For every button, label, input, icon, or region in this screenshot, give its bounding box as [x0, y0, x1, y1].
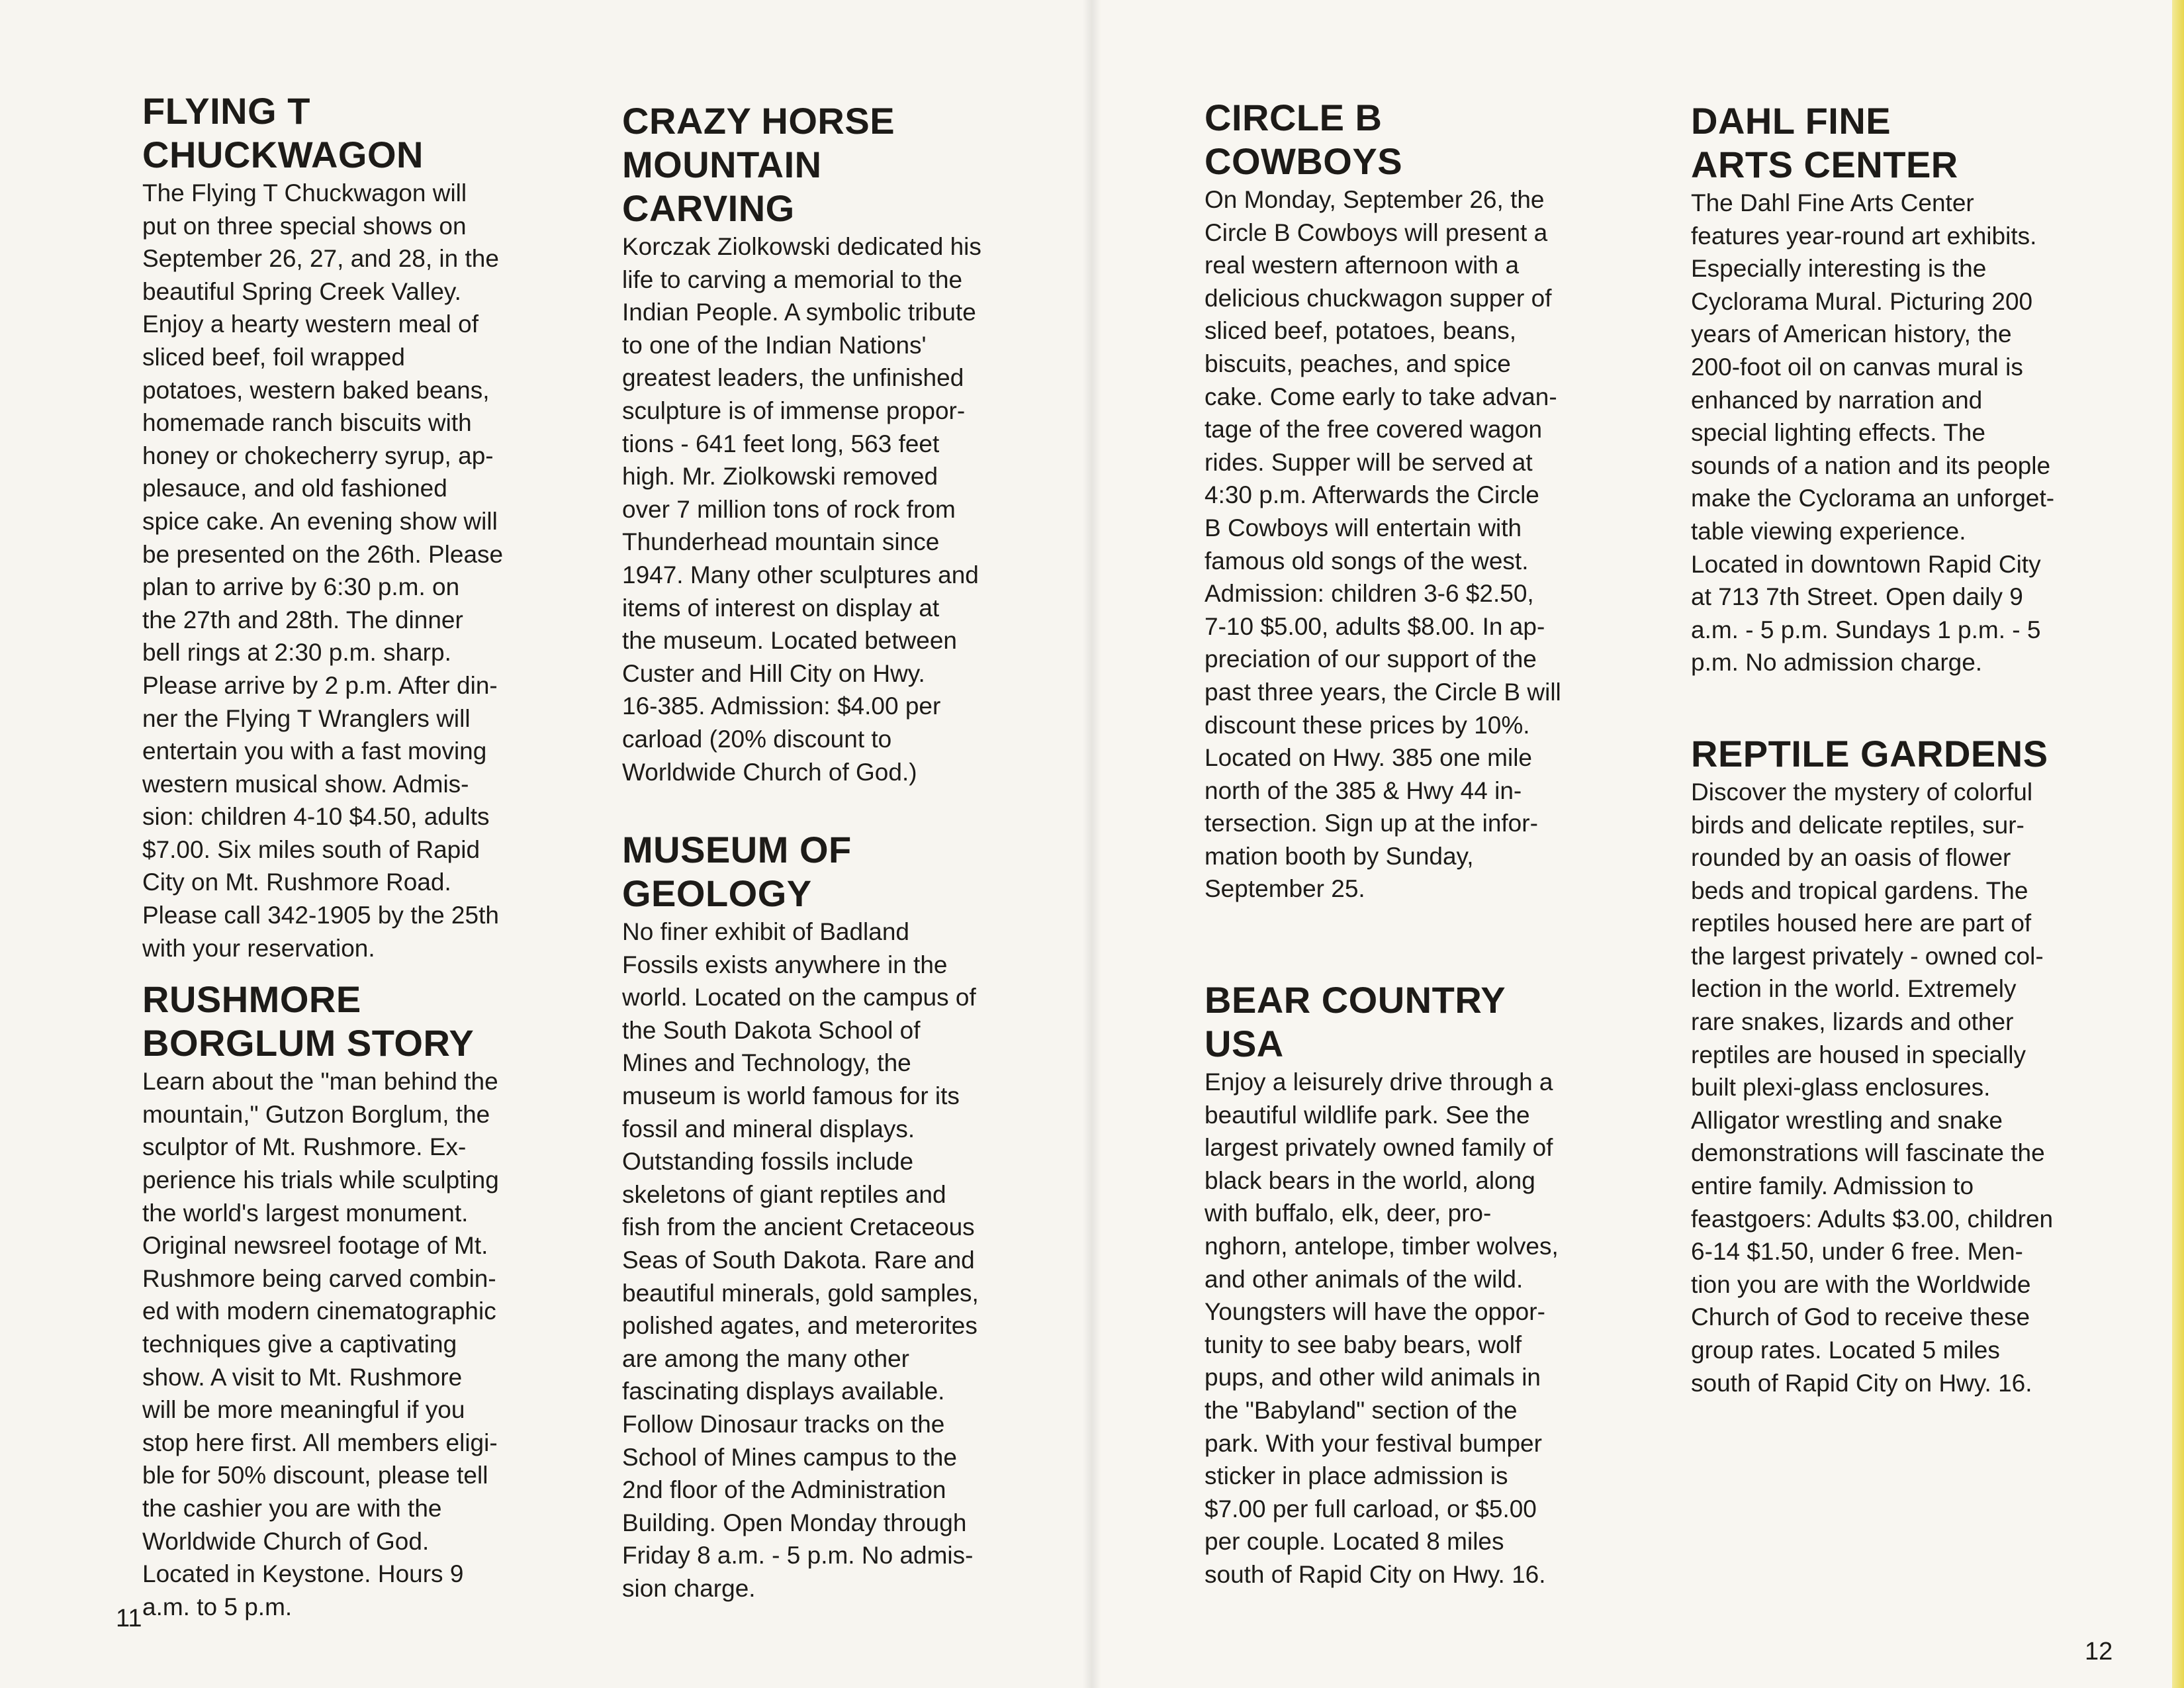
article-dahl-fine-arts-center: [1691, 99, 2141, 679]
article-heading: REPTILE GARDENS: [1691, 732, 2048, 774]
article-body: On Monday, September 26, the Circle B Cowboys will present a real western afternoon with a delicious chuckwagon supper of sliced beef, potatoes, beans, biscuits, peaches, and spice cake. Come early to take advan- tage of the free covered wagon rides. Supper will be served at 4:30 p.m. Afterwards the Circle B Cowboys will entertain with famous old songs of the west. Admission: children 3-6 $2.50, 7-10 $5.00, adults $8.00. In ap- preciation of our support of the past three years, the Circle B will discount these prices by 10%. Located on Hwy. 385 one mile north of the 385 & Hwy 44 in- tersection. Sign up at the infor- mation booth by Sunday, September 25.: [1205, 186, 1561, 903]
article-bear-country-usa: [1205, 978, 1655, 1591]
article-flying-t-chuckwagon: [142, 89, 592, 964]
article-heading: DAHL FINE ARTS CENTER: [1691, 100, 1958, 185]
article-body: Korczak Ziolkowski dedicated his life to carving a memorial to the Indian People. A symbolic tribute to one of the Indian Nations' greatest leaders, the unfinished sculpture is of immense propor- tions - 641 feet long, 563 feet high. Mr. Ziolkowski removed over 7 million tons of rock from Thunderhead mountain since 1947. Many other sculptures and items of interest on display at the museum. Located between Custer and Hill City on Hwy. 16-385. Admission: $4.00 per carload (20% discount to Worldwide Church of God.): [622, 233, 981, 786]
article-museum-of-geology: [622, 828, 1072, 1605]
article-rushmore-borglum-story: [142, 978, 592, 1623]
article-heading: CIRCLE B COWBOYS: [1205, 97, 1403, 182]
article-body: Learn about the "man behind the mountain," Gutzon Borglum, the sculptor of Mt. Rushmore. Ex- perience his trials while sculpting the world's largest monument. Original newsreel footage of Mt. Rushmore being carved combin- ed with modern cinematographic techniques give a captivating show. A visit to Mt. Rushmore will be more meaningful if you stop here first. All members eligi- ble for 50% discount, please tell the cashier you are with the Worldwide Church of God. Located in Keystone. Hours 9 a.m. to 5 p.m.: [142, 1068, 499, 1620]
article-reptile-gardens: [1691, 732, 2141, 1399]
column-2: [622, 99, 1072, 1605]
article-heading: FLYING T CHUCKWAGON: [142, 90, 424, 175]
article-crazy-horse-mountain-carving: [622, 99, 1072, 788]
article-heading: CRAZY HORSE MOUNTAIN CARVING: [622, 100, 895, 229]
article-body: Discover the mystery of colorful birds and delicate reptiles, sur- rounded by an oasis of flower beds and tropical gardens. The reptiles housed here are part of the largest privately - owned col- lection in the world. Extremely rare snakes, lizards and other reptiles are housed in specially built plexi-glass enclosures. Alligator wrestling and snake demonstrations will fascinate the entire family. Admission to feastgoers: Adults $3.00, children 6-14 $1.50, under 6 free. Men- tion you are with the Worldwide Church of God to receive these group rates. Located 5 miles south of Rapid City on Hwy. 16.: [1691, 778, 2054, 1397]
article-body: No finer exhibit of Badland Fossils exists anywhere in the world. Located on the campus of the South Dakota School of Mines and Technology, the museum is world famous for its fossil and mineral displays. Outstanding fossils include skeletons of giant reptiles and fish from the ancient Cretaceous Seas of South Dakota. Rare and beautiful minerals, gold samples, polished agates, and meterorites are among the many other fascinating displays available. Follow Dinosaur tracks on the School of Mines campus to the 2nd floor of the Administration Building. Open Monday through Friday 8 a.m. - 5 p.m. No admis- sion charge.: [622, 918, 979, 1602]
article-body: Enjoy a leisurely drive through a beautiful wildlife park. See the largest privately owned family of black bears in the world, along with buffalo, elk, deer, pro- nghorn, antelope, timber wolves, and other animals of the wild. Youngsters will have the oppor- tunity to see baby bears, wolf pups, and other wild animals in the "Babyland" section of the park. With your festival bumper sticker in place admission is $7.00 per full carload, or $5.00 per couple. Located 8 miles south of Rapid City on Hwy. 16.: [1205, 1068, 1559, 1588]
article-body: The Dahl Fine Arts Center features year-round art exhibits. Especially interesting is the Cyclorama Mural. Picturing 200 years of American history, the 200-foot oil on canvas mural is enhanced by narration and special lighting effects. The sounds of a nation and its people make the Cyclorama an unforget- table viewing experience. Located in downtown Rapid City at 713 7th Street. Open daily 9 a.m. - 5 p.m. Sundays 1 p.m. - 5 p.m. No admission charge.: [1691, 189, 2055, 677]
article-heading: BEAR COUNTRY USA: [1205, 979, 1506, 1065]
page-number-right: 12: [2085, 1638, 2113, 1665]
article-body: The Flying T Chuckwagon will put on three special shows on September 26, 27, and 28, in the beautiful Spring Creek Valley. Enjoy a hearty western meal of sliced beef, foil wrapped potatoes, western baked beans, homemade ranch biscuits with honey or chokecherry syrup, ap- plesauce, and old fashioned spice cake. An evening show will be presented on the 26th. Please plan to arrive by 6:30 p.m. on the 27th and 28th. The dinner bell rings at 2:30 p.m. sharp. Please arrive by 2 p.m. After din- ner the Flying T Wranglers will entertain you with a fast moving western musical show. Admis- sion: children 4-10 $4.50, adults $7.00. Six miles south of Rapid City on Mt. Rushmore Road. Please call 342-1905 by the 25th with your reservation.: [142, 179, 504, 962]
cover-edge: [2172, 0, 2184, 1688]
column-1: [142, 89, 592, 1623]
column-3: [1205, 96, 1655, 1591]
page-gutter: [1083, 0, 1101, 1688]
article-circle-b-cowboys: [1205, 96, 1655, 906]
article-heading: MUSEUM OF GEOLOGY: [622, 829, 852, 915]
article-heading: RUSHMORE BORGLUM STORY: [142, 978, 475, 1064]
column-4: [1691, 99, 2141, 1399]
page-number-left: 11: [116, 1605, 142, 1632]
